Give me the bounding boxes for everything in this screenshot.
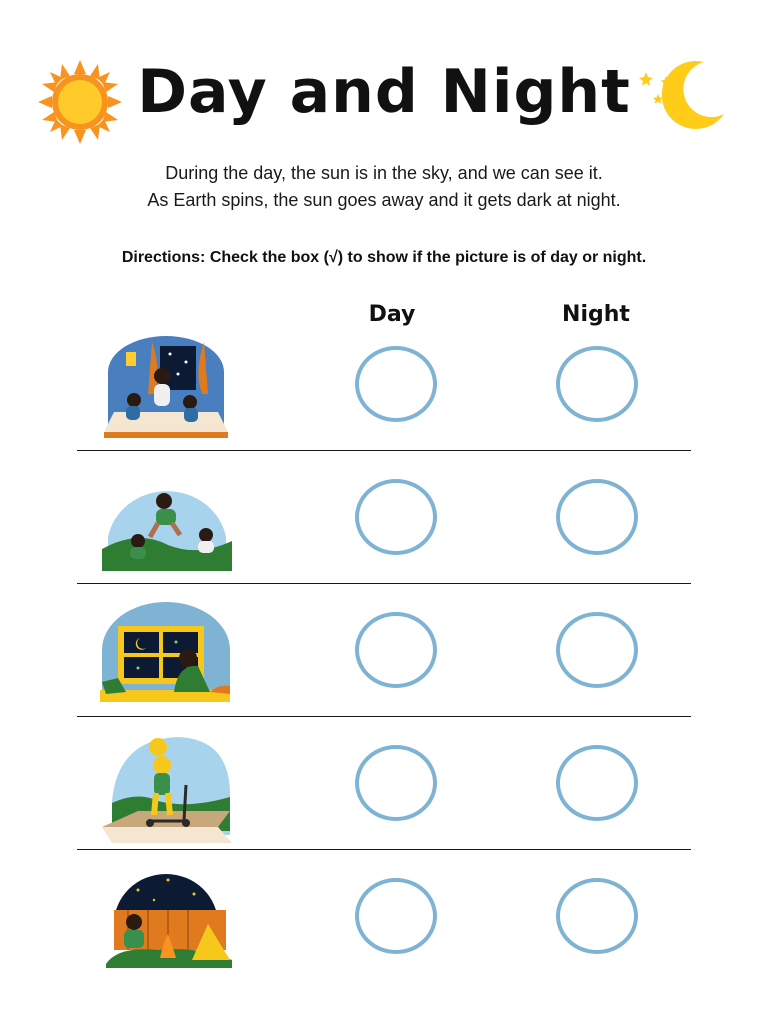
worksheet-row xyxy=(0,455,768,588)
window-stars-night-illustration xyxy=(98,598,234,710)
outdoor-play-day-illustration xyxy=(98,465,234,577)
campfire-night-illustration xyxy=(98,864,234,976)
intro-line-1: During the day, the sun is in the sky, and we can see it. xyxy=(165,163,603,183)
worksheet-row xyxy=(0,588,768,721)
night-checkbox[interactable] xyxy=(556,346,638,422)
day-checkbox[interactable] xyxy=(355,479,437,555)
night-checkbox[interactable] xyxy=(556,479,638,555)
page-title: Day and Night xyxy=(137,57,631,127)
worksheet-row xyxy=(0,854,768,987)
worksheet-row xyxy=(0,721,768,854)
night-checkbox[interactable] xyxy=(556,745,638,821)
row-divider xyxy=(77,583,691,584)
night-checkbox[interactable] xyxy=(556,612,638,688)
day-checkbox[interactable] xyxy=(355,346,437,422)
night-checkbox[interactable] xyxy=(556,878,638,954)
day-checkbox[interactable] xyxy=(355,745,437,821)
column-header-night: Night xyxy=(562,302,630,327)
row-divider xyxy=(77,716,691,717)
column-header-day: Day xyxy=(368,302,416,327)
intro-line-2: As Earth spins, the sun goes away and it gets dark at night. xyxy=(147,190,621,210)
directions-text: Directions: Check the box (√) to show if the picture is of day or night. xyxy=(121,249,647,266)
scooter-day-illustration xyxy=(98,731,234,843)
worksheet-row xyxy=(0,322,768,455)
row-divider xyxy=(77,450,691,451)
day-checkbox[interactable] xyxy=(355,612,437,688)
day-checkbox[interactable] xyxy=(355,878,437,954)
row-divider xyxy=(77,849,691,850)
moon-icon xyxy=(636,56,732,136)
indoor-play-night-illustration xyxy=(98,332,234,444)
intro-text xyxy=(0,160,768,214)
